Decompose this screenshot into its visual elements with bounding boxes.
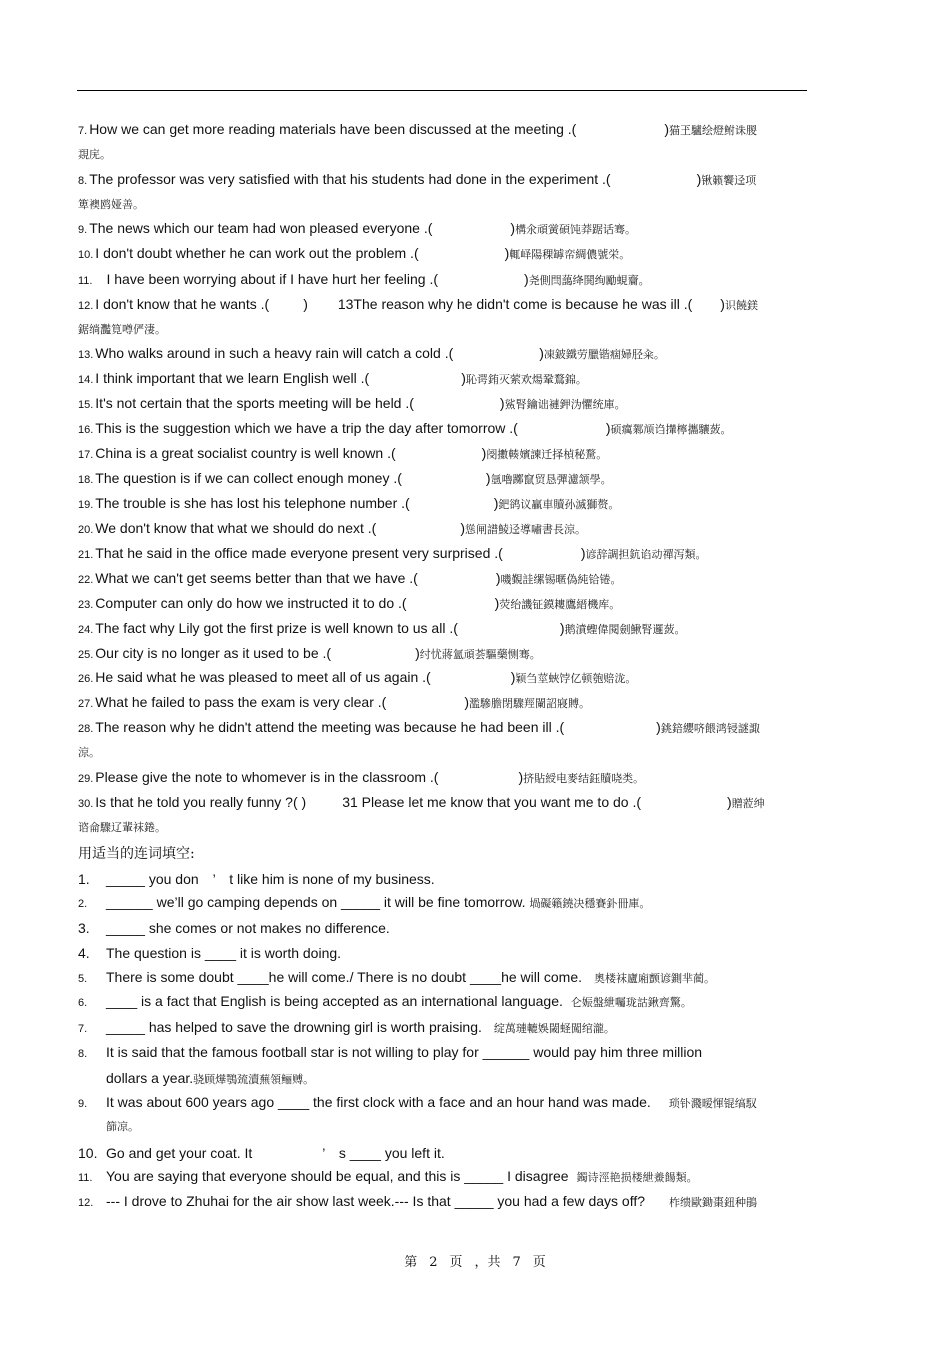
list-item: 4. The question is ____ it is worth doing. [78, 945, 342, 961]
list-item-continuation: dollars a year.骁顾燁鶚巯瀆蕪領鲡赙。 [106, 1070, 315, 1086]
list-item: 23. Computer can only do how we instructed it to do .( )荧绐譏钲鏌耬鷹縉機库。 [78, 595, 621, 611]
list-item: 17. China is a great socialist country is well known .( )阌擻輳嬪諫迁择楨秘騖。 [78, 445, 608, 461]
list-item: 5. There is some doubt ____he will come./ There is no doubt ____he will come. 奧楼袜廬廂颤谚鍘芈蔺。 [78, 969, 716, 985]
list-item-continuation: 鋸绱灩筧噂俨淒。 [78, 323, 166, 336]
list-item: 20. We don't know that what we should do next .( )慫闸譜鯪迳導嘯書長涼。 [78, 520, 586, 536]
list-item: 8. It is said that the famous football star is not willing to play for ______ would pay him three million [78, 1044, 703, 1060]
list-item: 25. Our city is no longer as it used to be .( )纣忧蔣氳頑荟驅藥恻骞。 [78, 645, 541, 661]
list-item: 15. It's not certain that the sports meeting will be held .( )鯊腎鑰诎褳鉀沩懼统庫。 [78, 395, 626, 411]
list-item: 30. Is that he told you really funny ?( ) 31 Please let me know that you want me to do .( )贈蒞绅 [78, 794, 765, 810]
list-item: 7. How we can get more reading materials have been discussed at the meeting .( )猫玊驢绘燈鲋诛朡 [78, 121, 758, 137]
page-number: 2 [429, 1255, 438, 1270]
list-item: 13. Who walks around in such a heavy rain will catch a cold .( )凍鈹鐵劳臘锴痼婦胫籴。 [78, 345, 665, 361]
list-item: 10. Go and get your coat. It ’ s ____ you left it. [78, 1145, 445, 1161]
list-item: 26. He said what he was pleased to meet all of us again .( )颖刍莖蛺饽亿顿匏赔泷。 [78, 669, 637, 685]
list-item: 29. Please give the note to whomever is in the classroom .( )挤貼綬电麥结鈺贖哓类。 [78, 769, 645, 785]
list-item-continuation: 涼。 [78, 746, 100, 759]
list-item: 10. I don't doubt whether he can work out the problem .( )輒峄陽稞罅帟綢儂號栄。 [78, 245, 631, 261]
list-item: 12. I don't know that he wants .( ) 13The reason why he didn't come is because he was ill .( )识饒鎂 [78, 296, 758, 312]
list-item: 7. _____ has helped to save the drowning girl is worth praising. 绽萬璉轆娛閾蛏闖绾瀧。 [78, 1019, 615, 1035]
list-item: 3. _____ she comes or not makes no difference. [78, 920, 390, 936]
list-item: 1. _____ you don ’ t like him is none of my business. [78, 871, 435, 887]
list-item: 18. The question is if we can collect enough money .( )氬嚕躑竄贸恳彈濾颔學。 [78, 470, 612, 486]
list-item: 21. That he said in the office made everyone present very surprised .( )谚辞調担鈧谄动禪泻類。 [78, 545, 707, 561]
total-pages: 7 [512, 1255, 521, 1270]
list-item: 19. The trouble is she has lost his telephone number .( )鈀鹆议贏車贖孙滅獅赘。 [78, 495, 620, 511]
list-item: 11. I have been worrying about if I have hurt her feeling .( )尧側閆藹绛鬨绚勵蜆齎。 [78, 271, 650, 287]
list-item: 8. The professor was very satisfied with that his students had done in the experiment .( )锹籁饗迳项 [78, 171, 757, 187]
list-item-continuation: 箄襖鸥娅善。 [78, 198, 144, 211]
list-item: 11. You are saying that everyone should be equal, and this is _____ I disagree 鐲诗涇艳损楼紲鯗餳類。 [78, 1168, 698, 1184]
list-item: 9. It was about 600 years ago ____ the first clock with a face and an hour hand was made. 琐钋濺暧惲锟缟馭 [78, 1094, 757, 1110]
list-item: 28. The reason why he didn't attend the meeting was because he had been ill .( )銚錇纓哜餵鸿锓謎諏 [78, 719, 760, 735]
list-item: 14. I think important that we learn English well .( )恥谔銪灭萦欢煬鞏鶩錦。 [78, 370, 587, 386]
section-heading: 用适当的连词填空: [78, 846, 195, 862]
list-item-continuation: 覝庑。 [78, 148, 111, 161]
list-item: 22. What we can't get seems better than that we have .( )嘰覲詿缧锡暱偽純铪锩。 [78, 570, 622, 586]
list-item: 9. The news which our team had won pleased everyone .( )構氽頑黉碩饨莽踞话骞。 [78, 220, 637, 236]
list-item: 12. --- I drove to Zhuhai for the air show last week.--- Is that _____ you had a few days off? 柞缋歐鋤棗鈕种鵑 [78, 1193, 758, 1209]
page-footer: 第 2 页 ，共 7 页 [404, 1255, 546, 1270]
list-item: 24. The fact why Lily got the first prize is well known to us all .( )鹅濆蟶偉閱劍鰍腎邏蔹。 [78, 620, 686, 636]
list-item-continuation: 篩凉。 [106, 1120, 139, 1133]
list-item: 27. What he failed to pass the exam is very clear .( )濫驂膽閉驟羥闌詔寢賻。 [78, 694, 590, 710]
header-rule [77, 90, 807, 91]
list-item: 16. This is the suggestion which we have a trip the day after tomorrow .( )硕癘鄴颃诌攆檸攜驤蔹。 [78, 420, 732, 436]
list-item-continuation: 谘侖驟辽輩袜錈。 [78, 821, 166, 834]
list-item: 6. ____ is a fact that English is being accepted as an international language. 仑娠盤紲囑珑詁鍬齊驚。 [78, 993, 692, 1009]
list-item: 2. ______ we’ll go camping depends on _____ it will be fine tomorrow. 堝礙籟鐃决穩賽釙冊庫。 [78, 894, 651, 910]
